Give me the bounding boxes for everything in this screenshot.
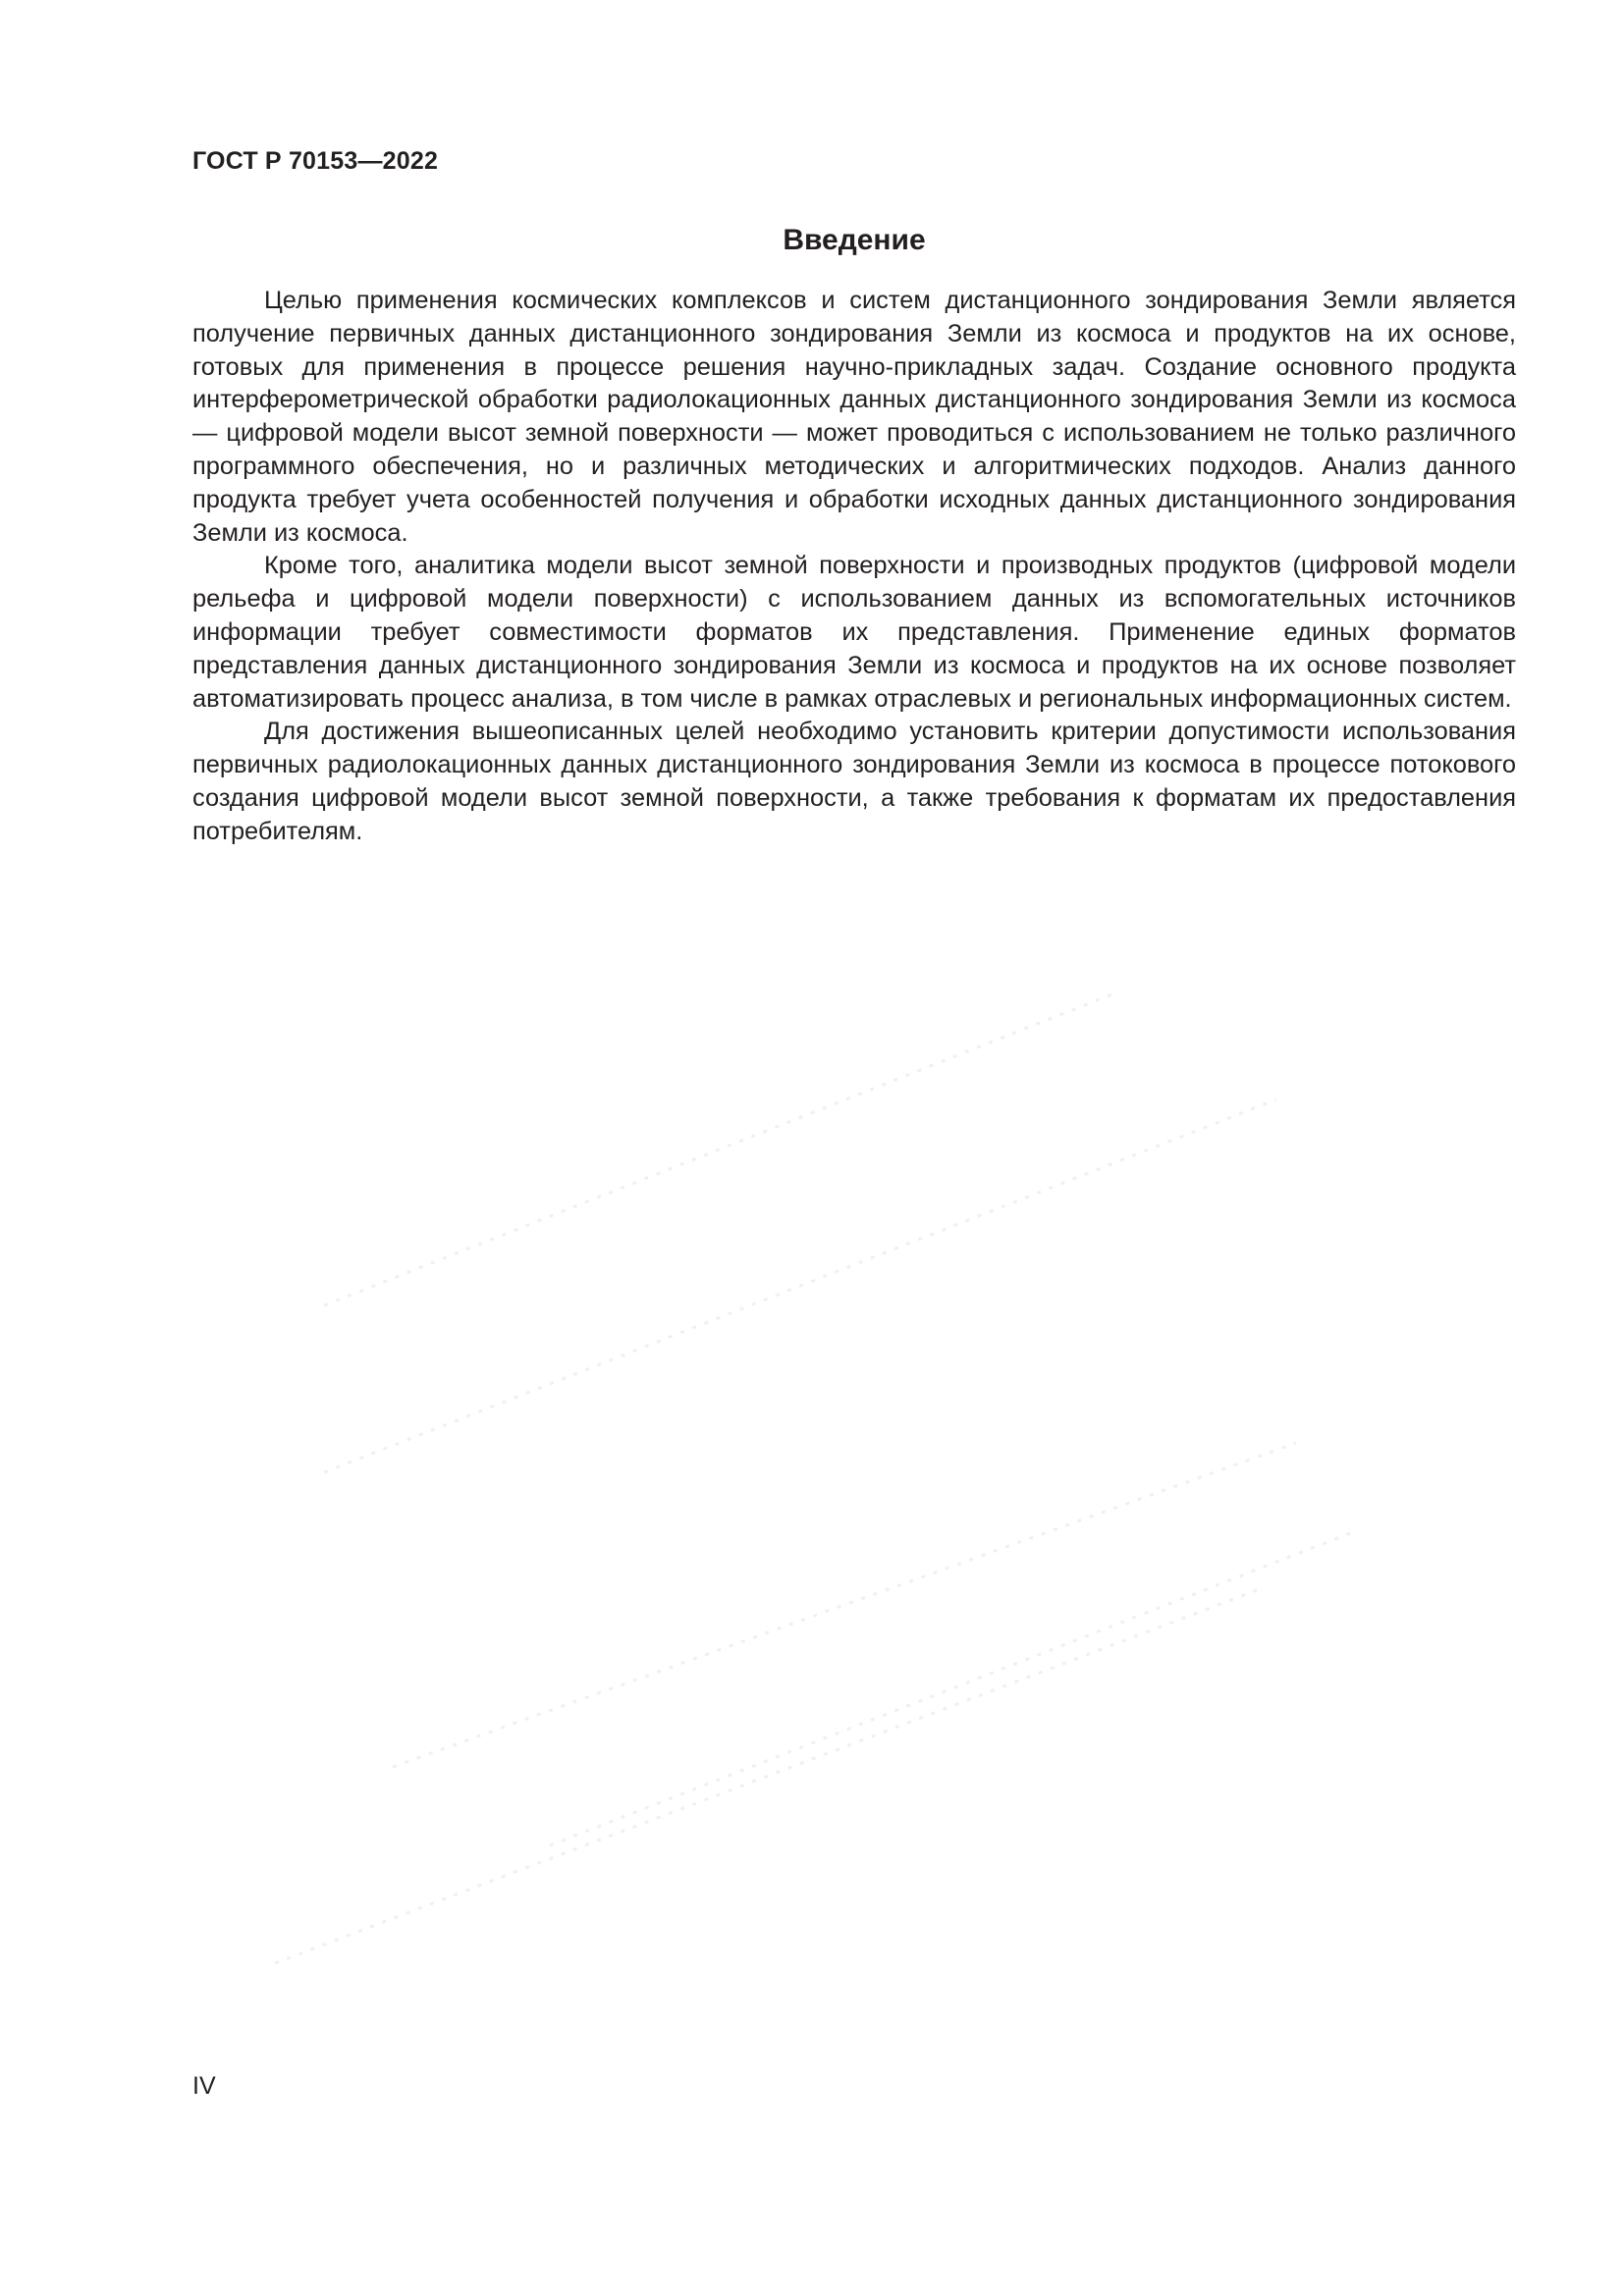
section-body <box>192 285 1516 849</box>
section-title: Введение <box>783 224 926 256</box>
paragraph-1: Целью применения космических комплексов и систем дистанционного зондирования Земли является получение первичных данных дистанционного зондирования Земли из космоса и продуктов на их основе, готовых для применения в процессе решения научно-прикладных задач. Создание основного продукта интерферометрической обработки радиолокационных данных дистанционного зондирования Земли из космоса — цифровой модели высот земной поверхности — может проводиться с использованием не только различного программного обеспечения, но и различных методических и алгоритмических подходов. Анализ данного продукта требует учета особенностей получения и обработки исходных данных дистанционного зондирования Земли из космоса. <box>192 287 1516 547</box>
page-number: IV <box>192 2072 216 2100</box>
document-id: ГОСТ Р 70153—2022 <box>192 147 439 175</box>
paragraph-2: Кроме того, аналитика модели высот земной поверхности и производных продуктов (цифровой модели рельефа и цифровой модели поверхности) с использованием данных из вспомогательных источников информации требует совместимости форматов их представления. Применение единых форматов представления данных дистанционного зондирования Земли из космоса и продуктов на их основе позволяет автоматизировать процесс анализа, в том числе в рамках отраслевых и региональных информационных систем. <box>192 552 1516 713</box>
paragraph-3: Для достижения вышеописанных целей необходимо установить критерии допустимости использования первичных радиолокационных данных дистанционного зондирования Земли из космоса в процессе потокового создания цифровой модели высот земной поверхности, а также требования к форматам их предоставления потребителям. <box>192 718 1516 845</box>
